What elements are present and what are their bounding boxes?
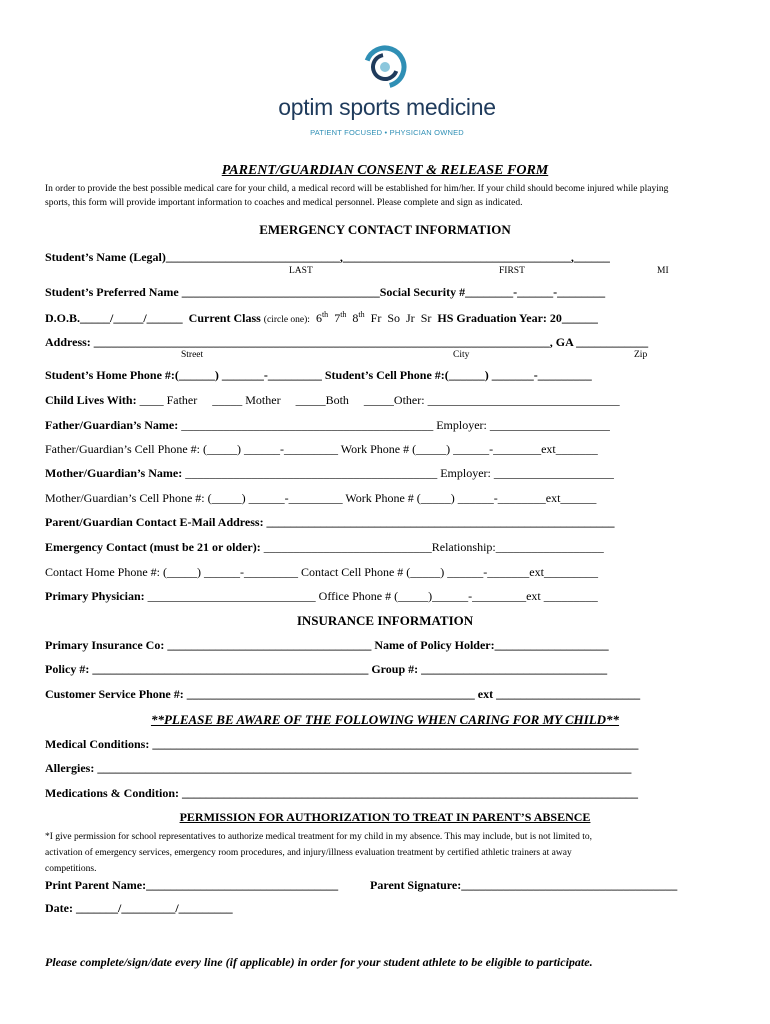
medications-field[interactable]: Medications & Condition: ____________________________________________________________________________ <box>45 786 639 800</box>
dob-field[interactable]: D.O.B._____/_____/______ <box>45 311 183 325</box>
preferred-name-ssn-field[interactable]: Student’s Preferred Name _________________________________Social Security #________-______-________ <box>45 285 606 299</box>
footer-note: Please complete/sign/date every line (if applicable) in order for your student athlete to be eligible to participate. <box>45 955 593 969</box>
grade-6-suffix: th <box>321 310 329 319</box>
mother-name-row <box>45 466 614 481</box>
grade-7[interactable]: 7 <box>334 311 341 325</box>
allergies-field[interactable]: Allergies: _________________________________________________________________________________________ <box>45 761 632 775</box>
street-label: Street <box>181 350 204 360</box>
emergency-contact-row <box>45 540 604 555</box>
current-class-label: Current Class <box>188 311 261 325</box>
grade-6[interactable]: 6 <box>315 311 322 325</box>
customer-service-field[interactable]: Customer Service Phone #: ________________________________________________ ext ________________________ <box>45 687 641 701</box>
physician-row <box>45 589 598 604</box>
last-label: LAST <box>289 266 313 276</box>
student-name-field[interactable]: Student’s Name (Legal)_____________________________,______________________________________,______ <box>45 250 610 264</box>
policy-group-field[interactable]: Policy #: ______________________________________________ Group #: _______________________________ <box>45 662 608 676</box>
grade-8-suffix: th <box>358 310 365 319</box>
physician-field[interactable]: ____________________________ Office Phone # (_____)______-_________ext _________ <box>147 589 598 603</box>
child-lives-label: Child Lives With: <box>45 393 137 407</box>
contact-phone-field[interactable]: Contact Home Phone #: (_____) ______-_________ Contact Cell Phone # (_____) ______-_______ext_________ <box>45 565 598 579</box>
grade-7-suffix: th <box>340 310 347 319</box>
aware-heading: **PLEASE BE AWARE OF THE FOLLOWING WHEN CARING FOR MY CHILD** <box>150 712 620 727</box>
intro-line-1: In order to provide the best possible medical care for your child, a medical record will be established for him/her. If your child should become injured while playing <box>45 184 669 194</box>
brand-name: optim sports medicine <box>278 94 496 120</box>
dob-class-row <box>45 310 598 326</box>
form-title: PARENT/GUARDIAN CONSENT & RELEASE FORM <box>221 163 549 178</box>
city-label: City <box>453 350 470 360</box>
graduation-year-field[interactable]: HS Graduation Year: 20______ <box>437 311 598 325</box>
circle-one-note: (circle one): <box>263 315 310 325</box>
permission-line-2: activation of emergency services, emergency room procedures, and injury/illness evaluation treatment by certified athletic trainers at away <box>45 848 572 858</box>
emergency-contact-heading: EMERGENCY CONTACT INFORMATION <box>259 222 511 237</box>
print-parent-name-field[interactable]: Print Parent Name:________________________________ <box>45 878 339 892</box>
father-phone-field[interactable]: Father/Guardian’s Cell Phone #: (_____) ______-_________ Work Phone # (_____) ______-________ext_______ <box>45 442 598 456</box>
emergency-contact-field[interactable]: ____________________________Relationship:__________________ <box>263 540 604 554</box>
mother-name-label: Mother/Guardian’s Name: <box>45 466 183 480</box>
physician-label: Primary Physician: <box>45 589 145 603</box>
father-name-label: Father/Guardian’s Name: <box>45 418 179 432</box>
permission-line-3: competitions. <box>45 864 97 874</box>
parent-signature-field[interactable]: Parent Signature:____________________________________ <box>370 878 678 892</box>
mother-phone-field[interactable]: Mother/Guardian’s Cell Phone #: (_____) ______-_________ Work Phone # (_____) ______-________ext______ <box>45 491 597 505</box>
grade-so[interactable]: So <box>387 311 401 325</box>
grade-fr[interactable]: Fr <box>370 311 382 325</box>
insurance-company-field[interactable]: Primary Insurance Co: __________________________________ Name of Policy Holder:___________________ <box>45 638 609 652</box>
medical-conditions-field[interactable]: Medical Conditions: _________________________________________________________________________________ <box>45 737 639 751</box>
child-lives-options[interactable]: ____ Father _____ Mother _____Both _____Other: ________________________________ <box>139 393 620 407</box>
grade-8[interactable]: 8 <box>352 311 359 325</box>
date-field[interactable]: Date: _______/_________/_________ <box>45 901 233 915</box>
emergency-contact-label: Emergency Contact (must be 21 or older): <box>45 540 261 554</box>
permission-heading: PERMISSION FOR AUTHORIZATION TO TREAT IN PARENT’S ABSENCE <box>179 810 591 824</box>
first-label: FIRST <box>499 266 525 276</box>
grade-jr[interactable]: Jr <box>406 311 415 325</box>
logo-mark-icon <box>362 44 408 90</box>
grade-sr[interactable]: Sr <box>420 311 432 325</box>
insurance-heading: INSURANCE INFORMATION <box>296 613 474 628</box>
intro-line-2: sports, this form will provide important information to coaches and medical personnel. Please complete and sign as indicated. <box>45 198 523 208</box>
email-field[interactable]: Parent/Guardian Contact E-Mail Address: __________________________________________________________ <box>45 515 615 529</box>
mother-name-field[interactable]: __________________________________________ Employer: ____________________ <box>185 466 614 480</box>
father-name-field[interactable]: __________________________________________ Employer: ____________________ <box>181 418 610 432</box>
permission-line-1: *I give permission for school representatives to authorize medical treatment for my child in my absence. This may include, but is not limited to, <box>45 832 592 842</box>
mi-label: MI <box>657 266 669 276</box>
zip-label: Zip <box>634 350 648 360</box>
father-name-row <box>45 418 610 433</box>
student-phones-field[interactable]: Student’s Home Phone #:(______) _______-_________ Student’s Cell Phone #:(______) _______-_________ <box>45 368 592 382</box>
address-field[interactable]: Address: ____________________________________________________________________________, GA ____________ <box>45 335 649 349</box>
brand-tagline: PATIENT FOCUSED • PHYSICIAN OWNED <box>310 128 464 137</box>
child-lives-row <box>45 393 620 408</box>
